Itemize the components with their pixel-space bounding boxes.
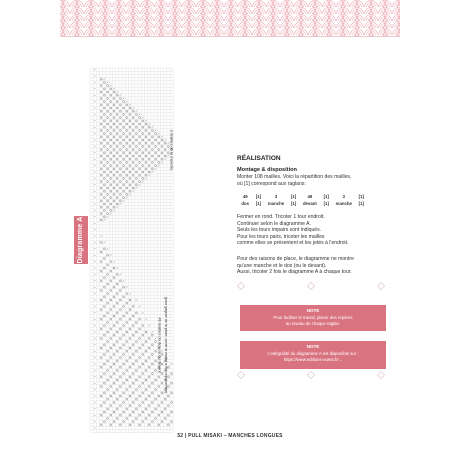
knitting-chart-grid <box>82 66 202 438</box>
note-paragraph-line: qu'une manche et le dos (ou le devant). <box>237 262 327 269</box>
instruction-line: Continuer selon le diagramme A. <box>237 220 311 227</box>
knitting-chart <box>82 66 202 438</box>
chart-raglan-markers <box>94 70 96 428</box>
note-line: Pour faciliter le travail, placer des repères <box>273 315 353 320</box>
chart-stitch-symbols <box>100 78 172 425</box>
rep-value: 49 <box>242 194 248 199</box>
wave-pattern-banner <box>0 0 460 36</box>
note-title: NOTE <box>306 344 320 349</box>
rep-label: dos <box>241 201 250 206</box>
rep-label: [1] <box>290 201 297 206</box>
intro-line: où [1] correspond aux raglans: <box>237 180 306 187</box>
rep-label: manche <box>335 201 352 206</box>
rep-value: [1] <box>290 194 297 199</box>
note-line: L'intégralité du diagramme A est disponible sur : <box>267 351 359 356</box>
body-label-note: (pour gagner de la place, seule la moitié a été représentée) <box>164 296 168 394</box>
rep-label: [1] <box>255 201 262 206</box>
intro-line: Monter 108 mailles. Voici la répartition des mailles, <box>237 174 352 180</box>
note-box-markers <box>240 305 386 331</box>
rep-label: manche <box>267 201 285 206</box>
rep-value: [1] <box>323 194 329 199</box>
note-link[interactable]: https://www.editions-ouest.fr/... <box>283 357 343 362</box>
body-label: 49 mailles du dos ou du devant <box>157 317 163 373</box>
rep-label: devant <box>302 201 317 206</box>
decorative-diamond <box>307 282 315 290</box>
rep-value: [1] <box>255 194 262 199</box>
note-line: au niveau de chaque raglan. <box>285 321 341 326</box>
diagram-title: Diagramme A <box>74 216 88 264</box>
decorative-diamond <box>377 371 385 379</box>
note-paragraph-line: Pour des raisons de place, le diagramme ne montre <box>237 256 354 262</box>
page-footer: 52 | PULL MISAKI – MANCHES LONGUES <box>177 433 283 439</box>
stitch-repartition-table <box>238 193 367 207</box>
decorative-diamond <box>377 282 385 290</box>
sleeve-label: 3 mailles de la manche <box>169 129 175 171</box>
decorative-diamond <box>237 282 245 290</box>
rep-label: [1] <box>323 201 329 206</box>
note-paragraph-line: Aussi, tricoter 2 fois le diagramme A à chaque tour. <box>237 269 352 276</box>
note-title: NOTE <box>306 308 320 313</box>
instruction-line: Pour les tours pairs, tricoter les mailles <box>237 233 325 240</box>
chart-grid-lines <box>90 68 173 433</box>
rep-label: [1] <box>358 201 364 206</box>
instruction-line: Fermer en rond. Tricoter 1 tour endroit. <box>237 214 325 220</box>
section-title: RÉALISATION <box>237 155 281 162</box>
rep-value: 3 <box>274 194 278 199</box>
instruction-line: Seuls les tours impairs sont indiqués. <box>237 227 322 234</box>
decorative-diamond <box>237 371 245 379</box>
subsection-title: Montage & disposition <box>237 167 297 173</box>
rep-value: 3 <box>342 194 345 199</box>
banner-divider <box>60 36 400 37</box>
rep-value: 49 <box>307 194 313 199</box>
note-box-full-diagram <box>240 341 386 369</box>
instruction-line: comme elles se présentent et les jetés à l'endroit. <box>237 240 349 247</box>
rep-value: [1] <box>358 194 364 199</box>
decorative-diamond <box>307 371 315 379</box>
